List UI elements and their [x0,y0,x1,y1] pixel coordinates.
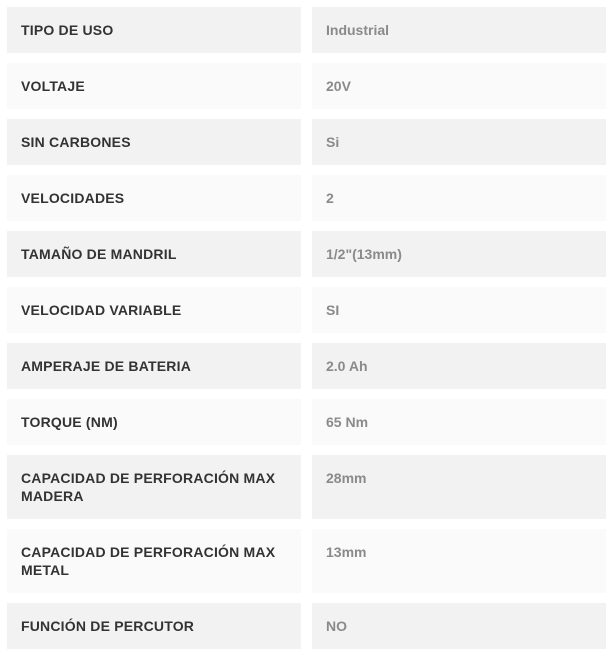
spec-label: SIN CARBONES [7,119,301,165]
spec-label: VELOCIDADES [7,175,301,221]
spec-value: Si [312,119,606,165]
spec-row-perforacion-metal [7,529,606,593]
spec-row-voltaje [7,63,606,109]
spec-value: SI [312,287,606,333]
spec-value: 1/2"(13mm) [312,231,606,277]
spec-value: 20V [312,63,606,109]
spec-label: VELOCIDAD VARIABLE [7,287,301,333]
spec-value: 28mm [312,455,606,519]
spec-row-tamano-de-mandril [7,231,606,277]
spec-row-sin-carbones [7,119,606,165]
spec-label: TORQUE (NM) [7,399,301,445]
spec-label: AMPERAJE DE BATERIA [7,343,301,389]
spec-row-torque [7,399,606,445]
spec-label: CAPACIDAD DE PERFORACIÓN MAX METAL [7,529,301,593]
spec-value: 13mm [312,529,606,593]
spec-row-velocidades [7,175,606,221]
spec-row-funcion-de-percutor [7,603,606,649]
spec-label: VOLTAJE [7,63,301,109]
spec-label: FUNCIÓN DE PERCUTOR [7,603,301,649]
spec-label: CAPACIDAD DE PERFORACIÓN MAX MADERA [7,455,301,519]
spec-value: Industrial [312,7,606,53]
spec-value: NO [312,603,606,649]
spec-row-perforacion-madera [7,455,606,519]
spec-value: 2 [312,175,606,221]
spec-row-amperaje-de-bateria [7,343,606,389]
spec-value: 2.0 Ah [312,343,606,389]
spec-row-velocidad-variable [7,287,606,333]
spec-value: 65 Nm [312,399,606,445]
spec-row-tipo-de-uso [7,7,606,53]
spec-label: TIPO DE USO [7,7,301,53]
spec-label: TAMAÑO DE MANDRIL [7,231,301,277]
